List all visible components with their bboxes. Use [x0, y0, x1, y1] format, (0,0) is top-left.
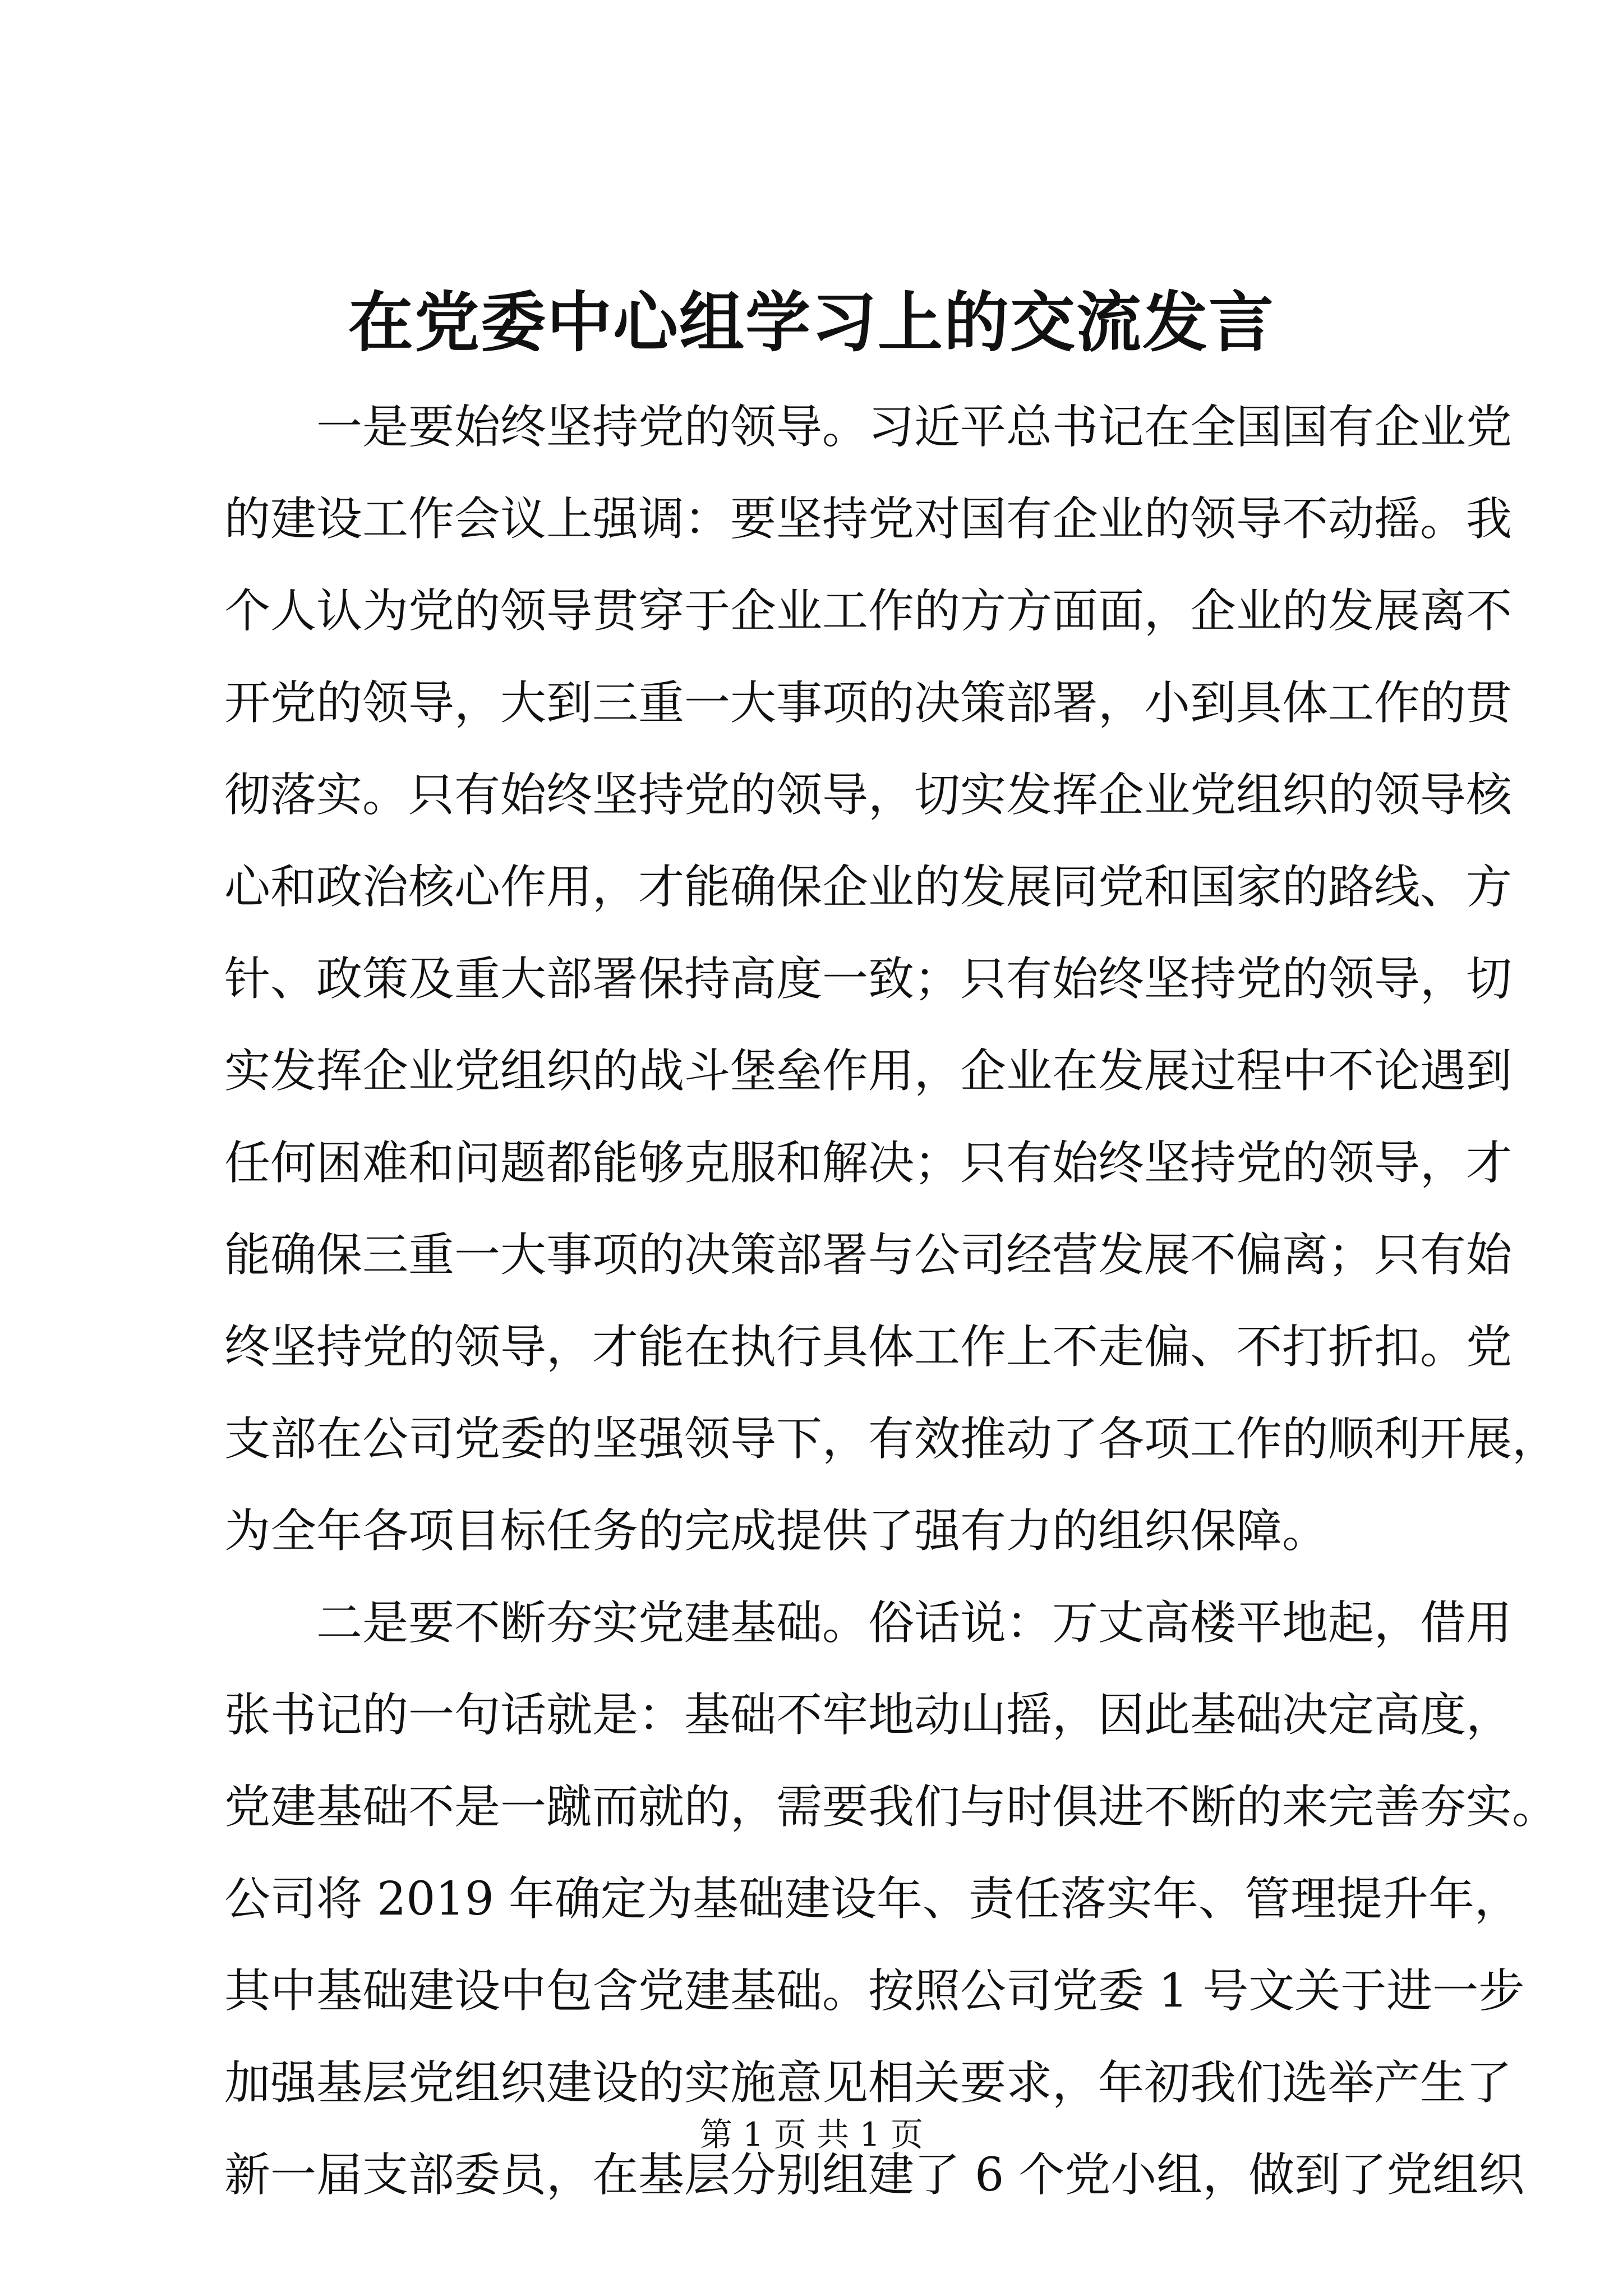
text-line: 开党的领导，大到三重一大事项的决策部署，小到具体工作的贯: [224, 677, 1513, 730]
page-number-footer: 第 1 页 共 1 页: [700, 2115, 923, 2154]
text-line: 任何困难和问题都能够克服和解决；只有始终坚持党的领导，才: [224, 1137, 1513, 1190]
text-line: 的建设工作会议上强调：要坚持党对国有企业的领导不动摇。我: [224, 493, 1513, 546]
text-line: 公司将 2019 年确定为基础建设年、责任落实年、管理提升年，: [224, 1872, 1520, 1926]
text-line: 彻落实。只有始终坚持党的领导，切实发挥企业党组织的领导核: [224, 769, 1513, 822]
text-line: 一是要始终坚持党的领导。习近平总书记在全国国有企业党: [316, 401, 1513, 454]
text-line: 党建基础不是一蹴而就的，需要我们与时俱进不断的来完善夯实。: [224, 1780, 1559, 1834]
text-line: 心和政治核心作用，才能确保企业的发展同党和国家的路线、方: [224, 861, 1513, 914]
text-line: 新一届支部委员，在基层分别组建了 6 个党小组，做到了党组织: [224, 2148, 1525, 2202]
text-line: 个人认为党的领导贯穿于企业工作的方方面面，企业的发展离不: [224, 585, 1513, 638]
document-body: [224, 381, 1559, 2221]
text-line: 为全年各项目标任务的完成提供了强有力的组织保障。: [224, 1504, 1329, 1558]
text-line: 终坚持党的领导，才能在执行具体工作上不走偏、不打折扣。党: [224, 1320, 1513, 1374]
paragraph-1: [224, 381, 1559, 1577]
text-line: 能确保三重一大事项的决策部署与公司经营发展不偏离；只有始: [224, 1228, 1513, 1282]
text-line: 加强基层党组织建设的实施意见相关要求，年初我们选举产生了: [224, 2056, 1513, 2110]
text-line: 其中基础建设中包含党建基础。按照公司党委 1 号文关于进一步: [224, 1964, 1525, 2018]
text-line: 实发挥企业党组织的战斗堡垒作用，企业在发展过程中不论遇到: [224, 1045, 1513, 1098]
document-title: 在党委中心组学习上的交流发言: [348, 284, 1275, 361]
text-line: 支部在公司党委的坚强领导下，有效推动了各项工作的顺利开展，: [224, 1412, 1559, 1466]
text-line: 张书记的一句话就是：基础不牢地动山摇，因此基础决定高度，: [224, 1688, 1513, 1742]
text-line: 针、政策及重大部署保持高度一致；只有始终坚持党的领导，切: [224, 953, 1513, 1006]
text-line: 二是要不断夯实党建基础。俗话说：万丈高楼平地起，借用: [316, 1596, 1513, 1650]
